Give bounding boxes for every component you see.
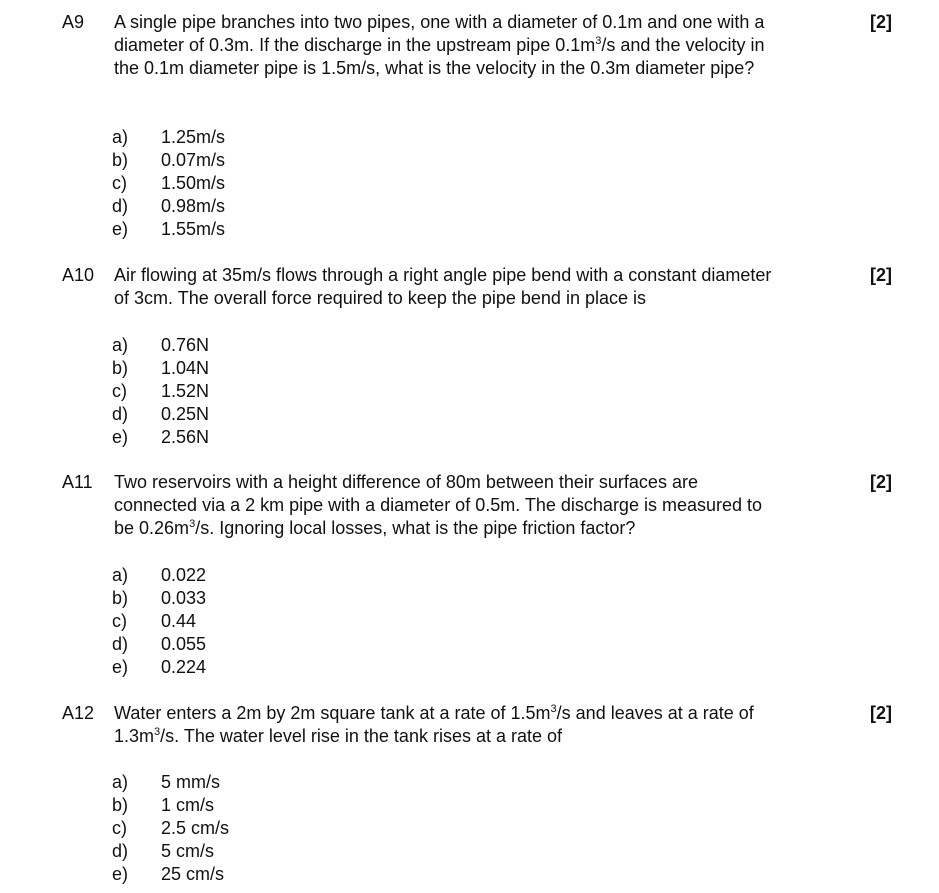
option-value: 0.055 <box>161 634 207 654</box>
question-text <box>114 11 764 80</box>
option-letter: e) <box>112 657 129 677</box>
question-line: Water enters a 2m by 2m square tank at a rate of $1.5m^3/s$ and leaves at a rate of <box>114 703 754 723</box>
option-letter: a) <box>112 335 129 355</box>
option-letter: a) <box>112 127 129 147</box>
option-letter: d) <box>112 634 129 654</box>
option-value: 0.033 <box>161 588 207 608</box>
option-letter: c) <box>112 173 127 193</box>
option-value: 25 cm/s <box>161 864 225 884</box>
option-letter: c) <box>112 381 127 401</box>
question-number: A11 <box>62 472 93 492</box>
option-value: 0.07m/s <box>161 150 226 170</box>
option-value: 5 cm/s <box>161 841 215 861</box>
question-line: A single pipe branches into two pipes, one with a diameter of 0.1m and one with a <box>114 12 765 32</box>
option-letter: b) <box>112 358 129 378</box>
question-text <box>114 702 754 748</box>
question-text <box>114 471 762 540</box>
option-value: 0.022 <box>161 565 207 585</box>
marks-label: [2] <box>870 12 892 32</box>
option-value: 0.98m/s <box>161 196 226 216</box>
marks-label: [2] <box>870 265 892 285</box>
question-text <box>114 264 771 310</box>
question-number: A12 <box>62 703 95 723</box>
question-line: the 0.1m diameter pipe is 1.5m/s, what is the velocity in the 0.3m diameter pipe? <box>114 58 755 78</box>
option-value: 2.56N <box>161 427 210 447</box>
question-line: diameter of 0.3m. If the discharge in the upstream pipe $0.1m^3/s$ and the velocity in <box>114 35 765 55</box>
option-letter: d) <box>112 404 129 424</box>
option-letter: b) <box>112 150 129 170</box>
option-value: 1.50m/s <box>161 173 226 193</box>
question-line: Two reservoirs with a height difference of 80m between their surfaces are <box>114 472 698 492</box>
option-value: 0.76N <box>161 335 210 355</box>
option-value: 1.55m/s <box>161 219 226 239</box>
option-value: 5 mm/s <box>161 772 221 792</box>
option-value: 0.25N <box>161 404 210 424</box>
question-line: connected via a 2 km pipe with a diameter of 0.5m. The discharge is measured to <box>114 495 763 515</box>
marks-label: [2] <box>870 472 892 492</box>
superscript: 3 <box>189 518 196 530</box>
option-letter: b) <box>112 588 129 608</box>
option-value: 1 cm/s <box>161 795 215 815</box>
option-letter: a) <box>112 565 129 585</box>
option-value: 0.44 <box>161 611 197 631</box>
question-number: A9 <box>62 12 85 32</box>
option-value: 1.25m/s <box>161 127 226 147</box>
option-letter: e) <box>112 427 129 447</box>
question-line: of 3cm. The overall force required to keep the pipe bend in place is <box>114 288 646 308</box>
option-letter: e) <box>112 219 129 239</box>
question-line: $1.3m^3/s$. The water level rise in the tank rises at a rate of <box>114 726 563 746</box>
question-line: be $0.26m^3/s$. Ignoring local losses, what is the pipe friction factor? <box>114 518 636 538</box>
option-value: 1.04N <box>161 358 210 378</box>
option-value: 0.224 <box>161 657 207 677</box>
question-line: Air flowing at 35m/s flows through a right angle pipe bend with a constant diameter <box>114 265 772 285</box>
superscript: 3 <box>550 703 557 715</box>
option-letter: c) <box>112 611 127 631</box>
marks-label: [2] <box>870 703 892 723</box>
option-value: 1.52N <box>161 381 210 401</box>
superscript: 3 <box>154 726 161 738</box>
option-letter: b) <box>112 795 129 815</box>
option-letter: d) <box>112 196 129 216</box>
option-value: 2.5 cm/s <box>161 818 230 838</box>
question-number: A10 <box>62 265 95 285</box>
option-letter: e) <box>112 864 129 884</box>
option-letter: a) <box>112 772 129 792</box>
option-letter: d) <box>112 841 129 861</box>
option-letter: c) <box>112 818 127 838</box>
superscript: 3 <box>595 35 602 47</box>
